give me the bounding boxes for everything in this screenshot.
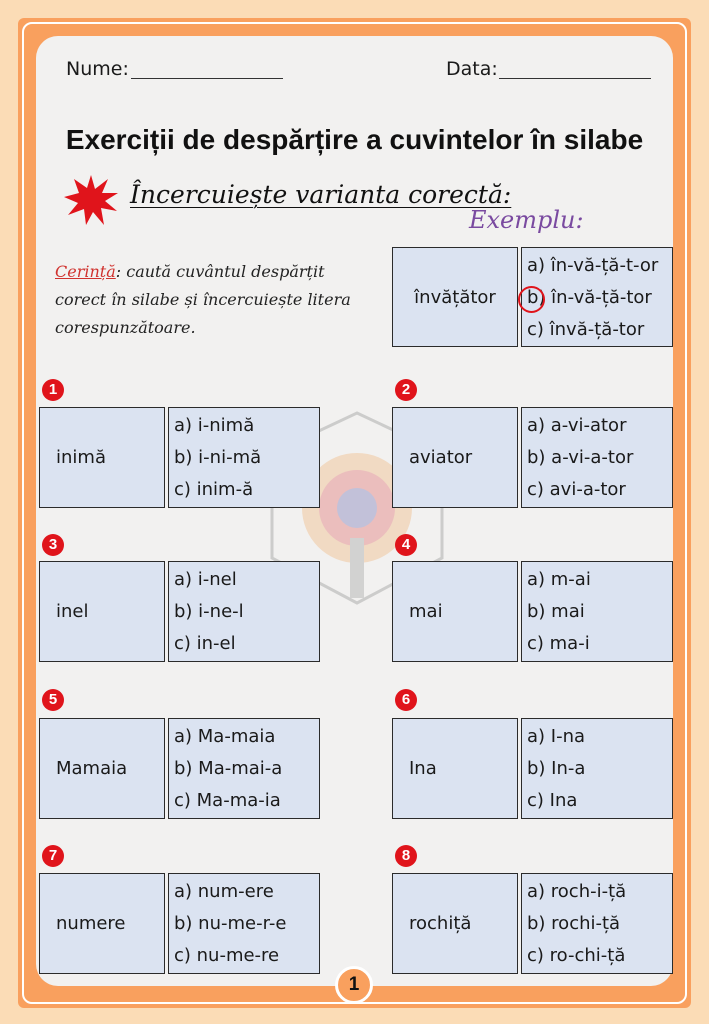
exercise-6-options-box: [521, 718, 673, 819]
exercise-word: Mamaia: [56, 758, 128, 779]
exercise-number-badge: 5: [42, 689, 64, 711]
option-b[interactable]: b) i-ni-mă: [174, 447, 262, 468]
selected-answer-circle: [518, 286, 545, 313]
exercise-4-options-box: [521, 561, 673, 662]
option-a[interactable]: a) i-nimă: [174, 415, 255, 436]
exercise-5-word-box: [39, 718, 165, 819]
exercise-8-options-box: [521, 873, 673, 974]
exercise-4-word-box: [392, 561, 518, 662]
option-a[interactable]: a) Ma-maia: [174, 726, 276, 747]
option-b[interactable]: b) In-a: [527, 758, 586, 779]
option-a[interactable]: a) m-ai: [527, 569, 591, 590]
exercise-number-badge: 7: [42, 845, 64, 867]
requirement-text: [55, 258, 375, 342]
name-line[interactable]: [131, 62, 283, 79]
option-c[interactable]: c) Ma-ma-ia: [174, 790, 281, 811]
option-a[interactable]: a) num-ere: [174, 881, 274, 902]
exercise-word: mai: [409, 601, 443, 622]
exercise-1-options-box: [168, 407, 320, 508]
exercise-word: rochiță: [409, 913, 472, 934]
option-b[interactable]: b) Ma-mai-a: [174, 758, 283, 779]
exercise-5-options-box: [168, 718, 320, 819]
option-c[interactable]: c) in-el: [174, 633, 236, 654]
exercise-number-badge: 1: [42, 379, 64, 401]
option-c[interactable]: c) ro-chi-ță: [527, 945, 626, 966]
option-a[interactable]: a) roch-i-ță: [527, 881, 627, 902]
option-b[interactable]: b) i-ne-l: [174, 601, 244, 622]
exercise-word: inel: [56, 601, 89, 622]
option-c[interactable]: c) Ina: [527, 790, 578, 811]
exercise-number-badge: 4: [395, 534, 417, 556]
option-b[interactable]: b) rochi-ță: [527, 913, 621, 934]
example-option-c[interactable]: c) învă-ță-tor: [527, 319, 645, 340]
requirement-label: Cerință: [55, 262, 116, 281]
exercise-number-badge: 8: [395, 845, 417, 867]
example-word-box: [392, 247, 518, 347]
exercise-8-word-box: [392, 873, 518, 974]
star-burst-icon: [62, 173, 120, 227]
exercise-2-word-box: [392, 407, 518, 508]
option-b[interactable]: b) nu-me-r-e: [174, 913, 287, 934]
example-word: învățător: [414, 286, 496, 308]
exercise-word: inimă: [56, 447, 106, 468]
example-option-a[interactable]: a) în-vă-ță-t-or: [527, 255, 659, 276]
exercise-2-options-box: [521, 407, 673, 508]
exercise-6-word-box: [392, 718, 518, 819]
example-option-b[interactable]: b) în-vă-ță-tor: [527, 287, 652, 308]
exercise-number-badge: 2: [395, 379, 417, 401]
date-line[interactable]: [499, 62, 651, 79]
option-b[interactable]: b) mai: [527, 601, 585, 622]
option-c[interactable]: c) inim-ă: [174, 479, 254, 500]
exercise-word: Ina: [409, 758, 437, 779]
exercise-word: aviator: [409, 447, 473, 468]
option-b[interactable]: b) a-vi-a-tor: [527, 447, 634, 468]
option-c[interactable]: c) nu-me-re: [174, 945, 280, 966]
option-c[interactable]: c) ma-i: [527, 633, 590, 654]
exercise-7-options-box: [168, 873, 320, 974]
date-label: Data:: [446, 58, 498, 80]
option-c[interactable]: c) avi-a-tor: [527, 479, 626, 500]
exercise-7-word-box: [39, 873, 165, 974]
page-title: Exerciții de despărțire a cuvintelor în silabe: [65, 124, 644, 155]
name-label: Nume:: [66, 58, 129, 80]
option-a[interactable]: a) i-nel: [174, 569, 237, 590]
exercise-3-options-box: [168, 561, 320, 662]
option-a[interactable]: a) I-na: [527, 726, 586, 747]
requirement-body: : caută cuvântul despărțit corect în silabe și încercuiește litera corespunzătoare.: [55, 262, 351, 337]
exercise-3-word-box: [39, 561, 165, 662]
option-a[interactable]: a) a-vi-ator: [527, 415, 627, 436]
page-number: 1: [335, 966, 373, 1004]
exercise-number-badge: 6: [395, 689, 417, 711]
instruction-text: Încercuiește varianta corectă:: [130, 180, 512, 209]
exercise-1-word-box: [39, 407, 165, 508]
example-label: Exemplu:: [469, 206, 584, 234]
exercise-word: numere: [56, 913, 126, 934]
exercise-number-badge: 3: [42, 534, 64, 556]
